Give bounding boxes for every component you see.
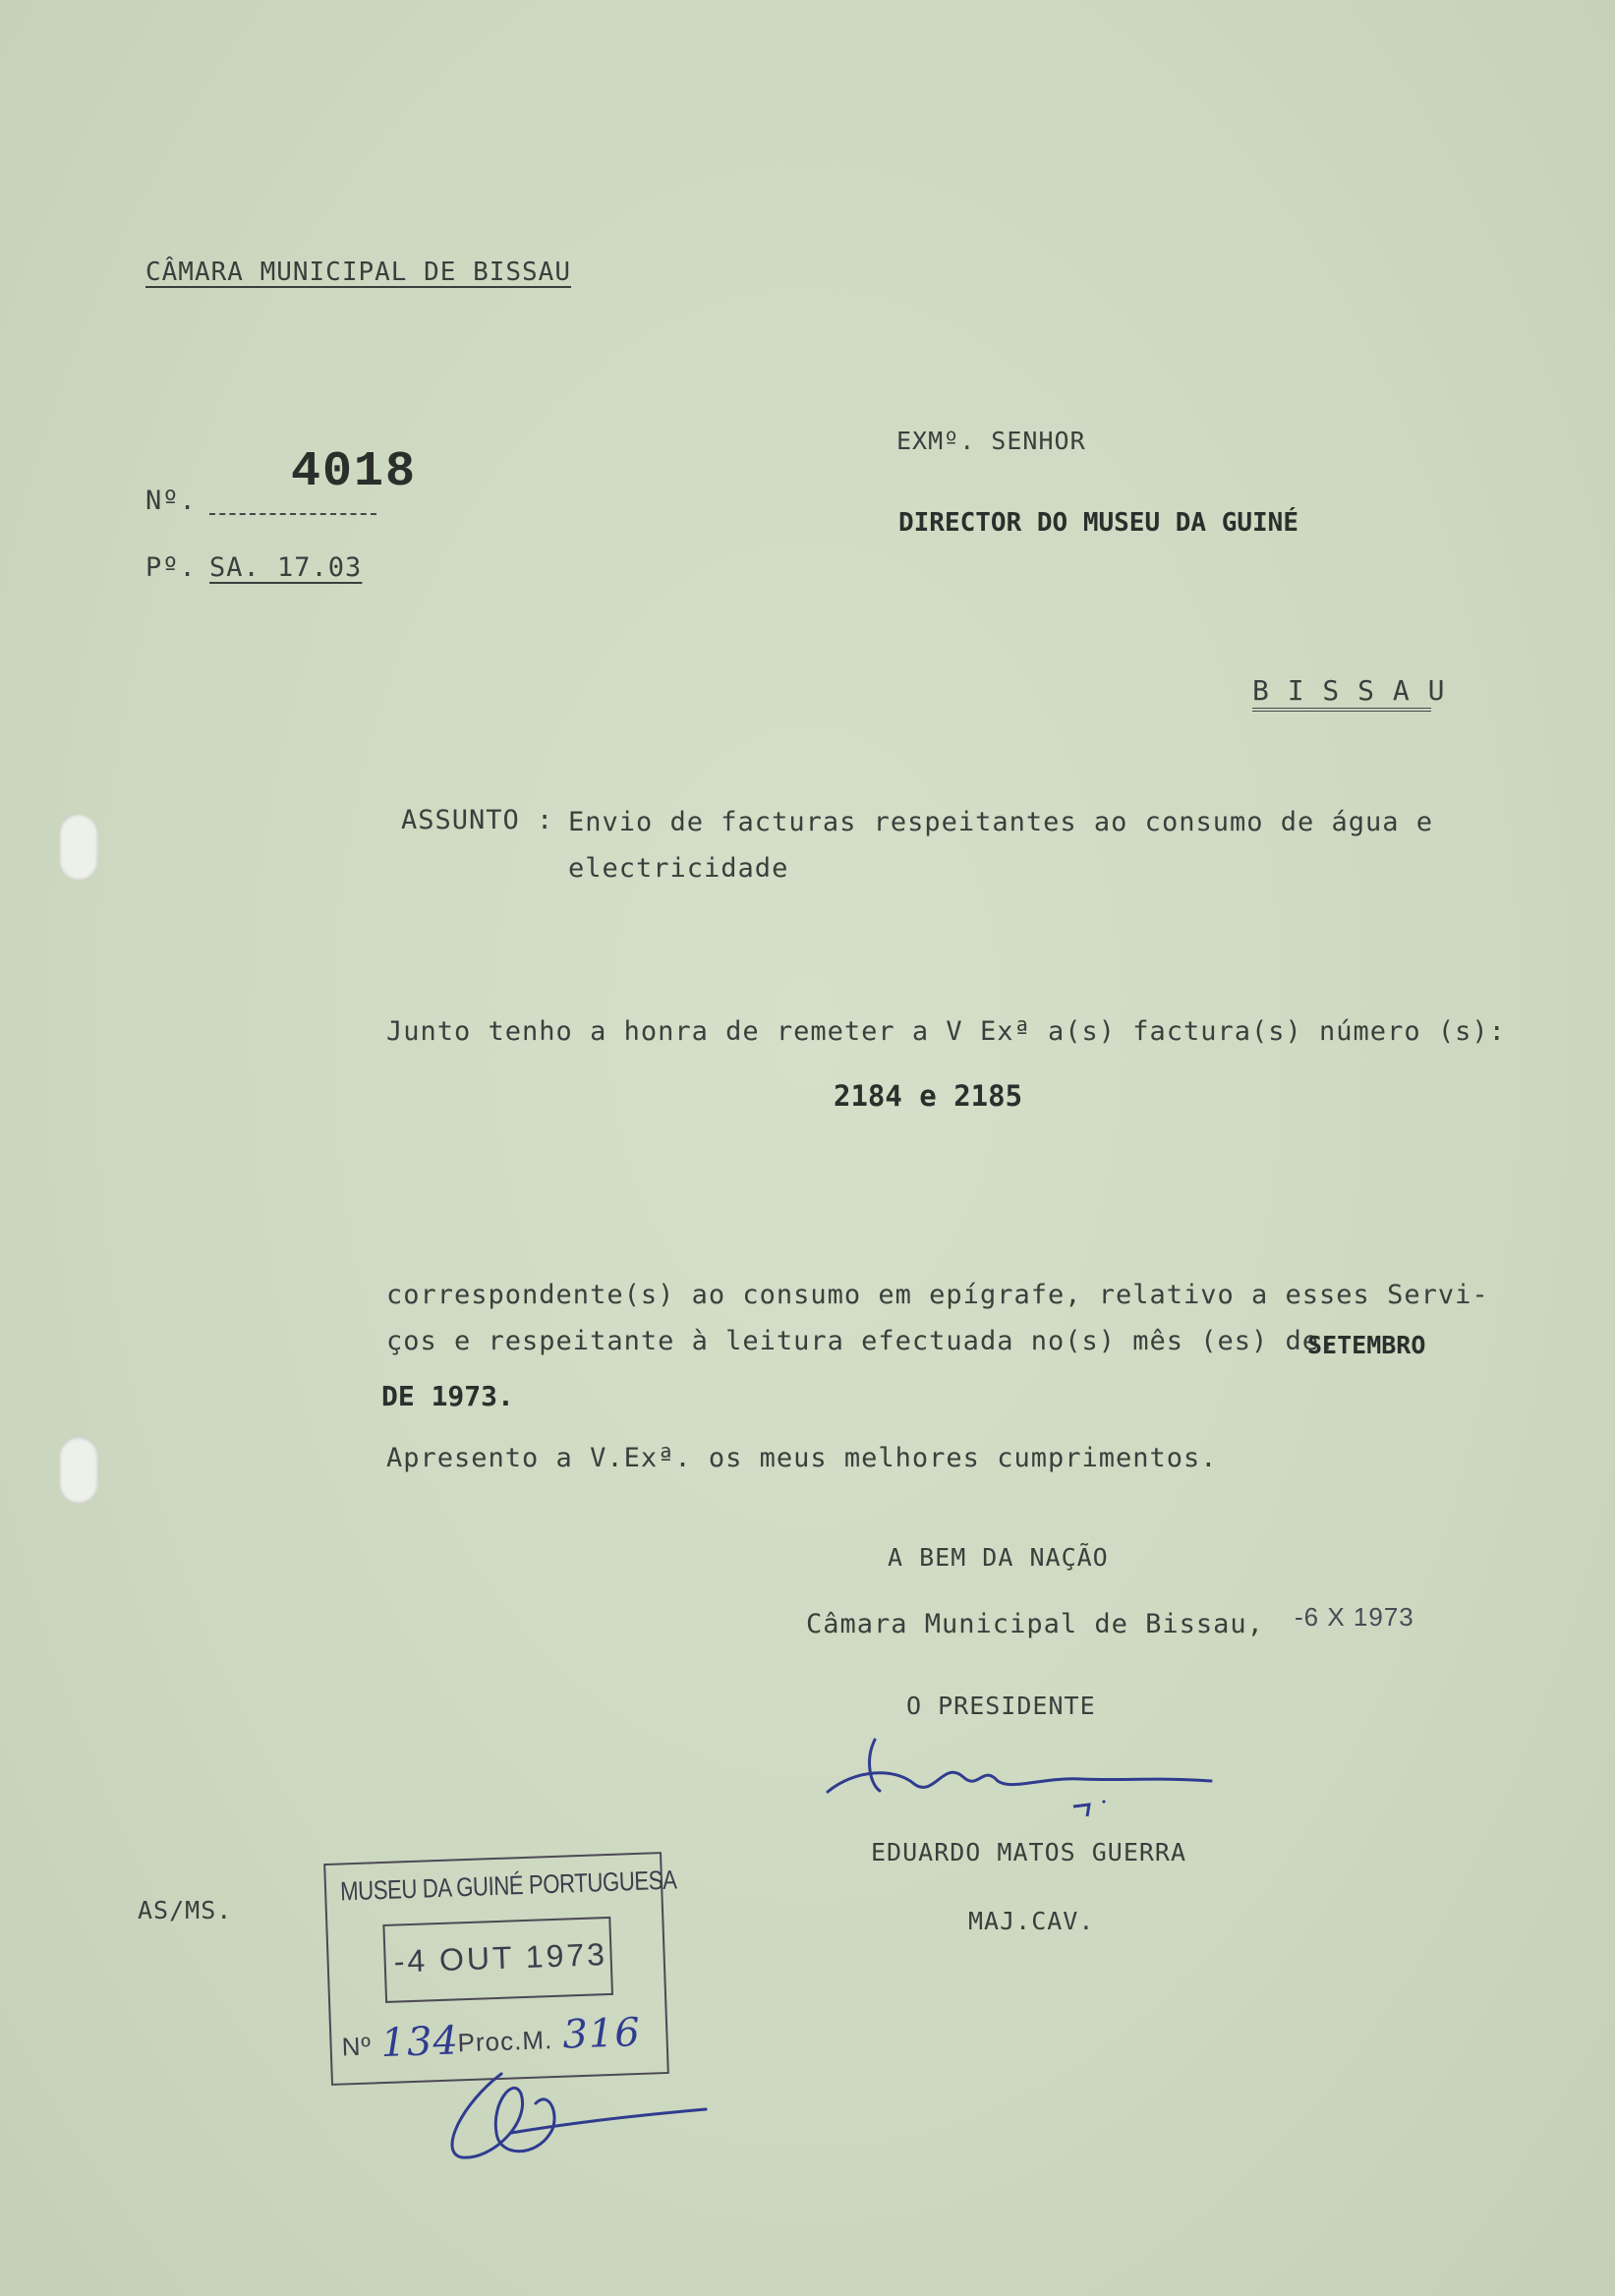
reading-year: DE 1973. [381, 1380, 514, 1412]
museum-receipt-stamp [323, 1852, 677, 2086]
subject-line-1: Envio de facturas respeitantes ao consumo de água e [568, 807, 1434, 837]
president-signature [826, 1730, 1219, 1828]
body-paragraph-line-1: correspondente(s) ao consumo em epígrafe, relativo a esses Servi- [386, 1280, 1489, 1310]
president-name: EDUARDO MATOS GUERRA [871, 1838, 1187, 1866]
body-paragraph-line-2: ços e respeitante à leitura efectuada no(s) mês (es) de: [386, 1326, 1337, 1356]
president-role: O PRESIDENTE [906, 1692, 1096, 1720]
stamp-proc-value: 316 [561, 2009, 642, 2058]
reading-month: SETEMBRO [1307, 1331, 1426, 1359]
city-underline [1252, 708, 1431, 712]
stamp-date: -4 OUT 1973 [393, 1936, 608, 1980]
number-underline [209, 513, 376, 515]
institution-heading: CÂMARA MUNICIPAL DE BISSAU [145, 258, 571, 287]
process-reference: SA. 17.03 [209, 552, 363, 583]
body-intro: Junto tenho a honra de remeter a V Exª a(s) factura(s) número (s): [386, 1016, 1506, 1047]
typist-initials: AS/MS. [138, 1896, 233, 1924]
recipient-city: B I S S A U [1252, 674, 1446, 707]
stamp-date-box [382, 1917, 613, 2003]
punch-hole-bottom [59, 1437, 98, 1504]
recipient-title: DIRECTOR DO MUSEU DA GUINÉ [898, 508, 1298, 538]
stamp-number-value: 134 [379, 2018, 460, 2067]
recipient-salutation: EXMº. SENHOR [896, 427, 1086, 455]
punch-hole-top [59, 814, 98, 881]
stamp-number-label: Nº [341, 2031, 373, 2062]
invoice-numbers: 2184 e 2185 [834, 1079, 1023, 1113]
sign-place: Câmara Municipal de Bissau, [806, 1609, 1264, 1639]
sign-date: -6 X 1973 [1295, 1602, 1414, 1632]
closing-greeting: Apresento a V.Exª. os meus melhores cumprimentos. [386, 1443, 1218, 1473]
subject-label: ASSUNTO : [401, 805, 554, 835]
subject-line-2: electricidade [568, 853, 789, 884]
motto: A BEM DA NAÇÃO [888, 1543, 1109, 1572]
number-label: Nº. [145, 486, 197, 516]
stamp-museum-name: MUSEU DA GUINÉ PORTUGUESA [339, 1865, 677, 1907]
receipt-initials-signature [442, 2064, 718, 2172]
president-rank: MAJ.CAV. [968, 1907, 1095, 1935]
process-label: Pº. [145, 552, 197, 583]
stamp-proc-label: Proc.M. [457, 2025, 553, 2058]
document-number: 4018 [291, 444, 418, 500]
